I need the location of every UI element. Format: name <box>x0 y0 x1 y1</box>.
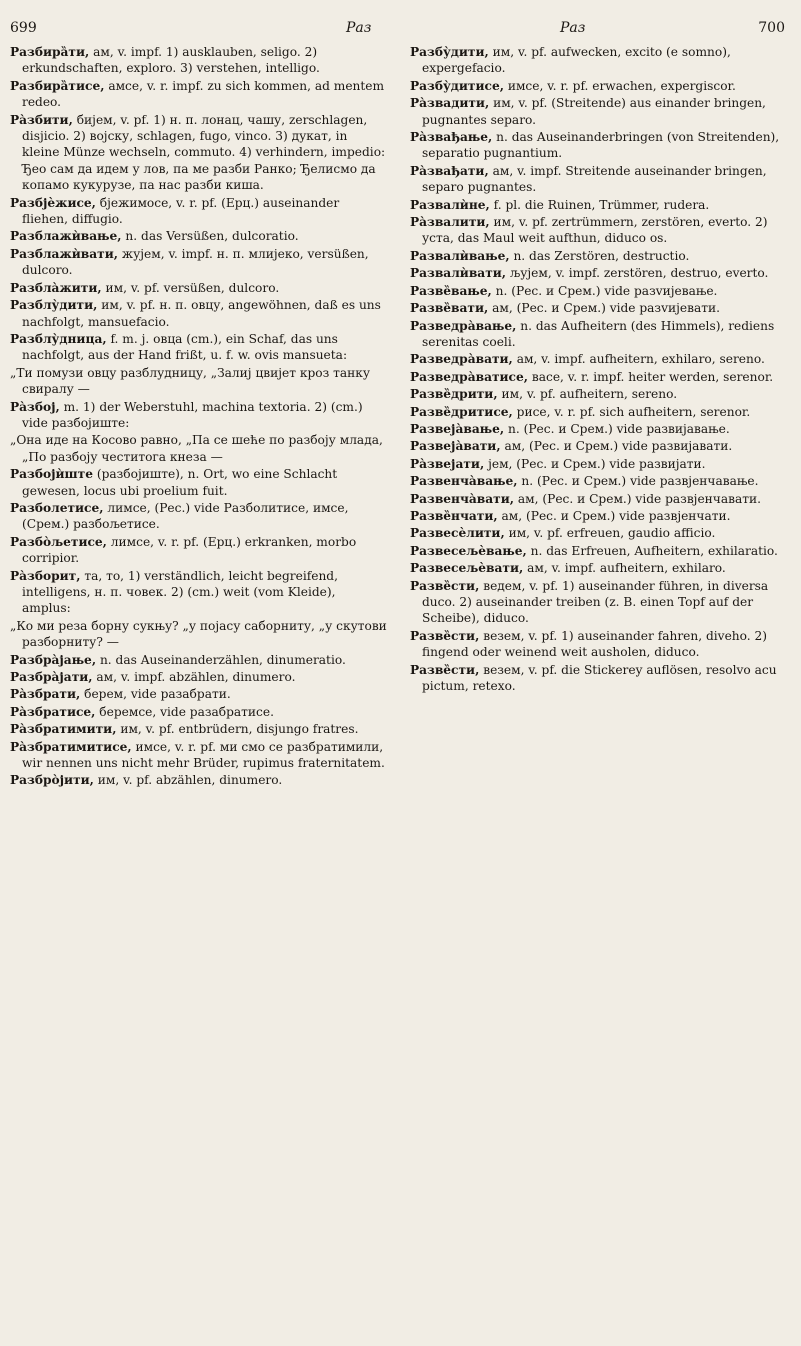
entry-definition: љујем, v. impf. zerstören, destruo, everto. <box>509 266 769 281</box>
right-page-number: 700 <box>758 20 785 36</box>
entry-definition: m. 1) der Weberstuhl, machina textoria. 2) (cm.) vide разбојиште: <box>22 399 363 430</box>
entry-headword: Ра̀збратимитисе, <box>10 739 132 754</box>
dictionary-entry <box>410 421 790 437</box>
entry-headword: Развенча̀вање, <box>410 474 518 489</box>
entry-headword: Ра̀зборит, <box>10 568 81 583</box>
entry-headword: Разблажѝвати, <box>10 246 119 261</box>
dictionary-entry <box>10 704 388 720</box>
entry-headword: Разбира̏ти, <box>10 45 90 59</box>
dictionary-entry <box>410 163 790 196</box>
entry-headword: Развесѐлити, <box>410 526 505 541</box>
entry-definition: „Она иде на Косово равно, „Па се шеће по разбоју млада, „По разбоју честитога кнеза — <box>10 433 383 464</box>
entry-definition: ам, v. impf. aufheitern, exhilaro, sereno. <box>516 352 765 367</box>
dictionary-entry <box>410 662 790 695</box>
dictionary-entry <box>410 578 790 627</box>
entry-definition: жујем, v. impf. н. п. млијеко, versüßen, dulcoro. <box>22 246 369 278</box>
entry-headword: Разбла̀жити, <box>10 280 102 295</box>
entry-headword: Разболетисе, <box>10 500 104 515</box>
entry-headword: Разве̏вање, <box>410 283 492 298</box>
entry-definition: лимсе, (Рес.) vide Разболитисе, имсе, (Срем.) разбољетисе. <box>22 500 349 532</box>
dictionary-entry <box>410 491 790 507</box>
entry-headword: Развеја̀вање, <box>410 421 505 436</box>
dictionary-entry <box>410 283 790 299</box>
entry-headword: Развалѝвање, <box>410 248 510 263</box>
left-page-number: 699 <box>10 20 37 36</box>
dictionary-entry <box>410 456 790 472</box>
entry-definition: им, v. pf. aufheitern, sereno. <box>501 387 678 402</box>
entry-definition: бијем, v. pf. 1) н. п. лонац, чашу, zerschlagen, disjicio. 2) војску, schlagen, fugo, vinco. 3) дукат, in kleine Münze wechseln, commuto. 4) verhindern, impedio: Ђео сам да идем у лов, па ме разби Ранко; Ђелисмо да копамо кукурузе, па нас разби киша. <box>22 112 386 193</box>
dictionary-entry <box>410 386 790 402</box>
dictionary-entry <box>410 628 790 661</box>
entry-definition: беремсе, vide разабратисе. <box>99 704 274 719</box>
dictionary-entry <box>10 652 388 668</box>
entry-definition: n. das Erfreuen, Aufheitern, exhilaratio. <box>530 543 778 558</box>
entry-headword: Ра̀звађање, <box>410 130 493 145</box>
entry-definition: им, v. pf. (Streitende) aus einander bringen, pugnantes separo. <box>422 96 766 127</box>
dictionary-entry <box>410 369 790 385</box>
dictionary-entry <box>410 560 790 576</box>
dictionary-entry <box>10 772 388 788</box>
dictionary-entry <box>410 525 790 541</box>
entry-headword: Разбира̏тисе, <box>10 78 105 93</box>
entry-headword: Разве̏вати, <box>410 301 489 316</box>
dictionary-entry <box>10 432 388 465</box>
dictionary-entry <box>410 508 790 524</box>
entry-headword: Разбро̀јити, <box>10 773 94 788</box>
entry-definition: им, v. pf. н. п. овцу, angewöhnen, daß es uns nachfolgt, mansuefacio. <box>22 298 381 329</box>
dictionary-entry <box>10 78 388 111</box>
left-running-head: Раз <box>346 20 372 36</box>
entry-definition: јем, (Рес. и Срем.) vide развијати. <box>488 456 706 471</box>
entry-headword: Разблажѝвање, <box>10 229 122 244</box>
entry-headword: Разбра̀јање, <box>10 652 97 667</box>
entry-definition: n. das Versüßen, dulcoratio. <box>125 229 299 244</box>
entry-definition: имсе, v. r. pf. erwachen, expergiscor. <box>507 78 736 93</box>
entry-headword: Ра̀звађати, <box>410 163 489 178</box>
entry-headword: Развеја̀вати, <box>410 439 501 454</box>
entry-definition: везем, v. pf. die Stickerey auflösen, resolvo acu pictum, retexo. <box>422 662 777 694</box>
entry-headword: Ра̀звалити, <box>410 215 490 230</box>
dictionary-entry <box>10 568 388 617</box>
entry-definition: n. (Рес. и Срем.) vide развјенчавање. <box>521 474 759 489</box>
entry-definition: ам, (Рес. и Срем.) vide развјенчавати. <box>517 491 761 506</box>
entry-definition: ам, (Рес. и Срем.) vide разvијевати. <box>492 301 720 316</box>
dictionary-entry <box>10 686 388 702</box>
entry-headword: Разбу̀дити, <box>410 45 489 59</box>
dictionary-entry <box>410 129 790 162</box>
dictionary-entry <box>410 95 790 128</box>
entry-headword: Развалѝне, <box>410 197 490 212</box>
dictionary-entry <box>10 365 388 398</box>
entry-headword: Ра̀збратимити, <box>10 722 117 737</box>
dictionary-entry <box>10 331 388 364</box>
entry-headword: Разведра̀ватисе, <box>410 369 528 384</box>
right-column <box>410 44 790 695</box>
dictionary-entry <box>410 318 790 351</box>
entry-definition: бјежимосе, v. r. pf. (Ерц.) auseinander fliehen, diffugio. <box>22 195 340 227</box>
entry-headword: Развесељѐвати, <box>410 561 524 576</box>
dictionary-entry <box>410 473 790 489</box>
entry-definition: лимсе, v. r. pf. (Ерц.) erkranken, morbo corripior. <box>22 534 357 566</box>
entry-headword: Разблу̀дити, <box>10 298 98 313</box>
entry-definition: ам, v. impf. Streitende auseinander bringen, separo pugnantes. <box>422 163 767 195</box>
entry-definition: f. pl. die Ruinen, Trümmer, rudera. <box>493 197 710 212</box>
dictionary-entry <box>410 404 790 420</box>
entry-definition: n. das Auseinanderbringen (von Streitenden), separatio pugnantium. <box>422 130 780 161</box>
dictionary-entry <box>10 739 388 772</box>
entry-definition: n. das Aufheitern (des Himmels), rediens serenitas coeli. <box>422 318 775 349</box>
entry-headword: Разве̏сти, <box>410 662 480 677</box>
entry-definition: им, v. pf. erfreuen, gaudio afficio. <box>508 526 716 541</box>
entry-headword: Разбјѐжисе, <box>10 195 96 210</box>
dictionary-entry <box>410 351 790 367</box>
dictionary-entry <box>10 534 388 567</box>
dictionary-entry <box>410 214 790 247</box>
entry-headword: Развенча̀вати, <box>410 491 514 506</box>
entry-headword: Разведра̀вати, <box>410 352 513 367</box>
entry-headword: Разбо̀љетисе, <box>10 534 107 549</box>
dictionary-entry <box>10 112 388 194</box>
dictionary-entry <box>10 246 388 279</box>
dictionary-entry <box>410 543 790 559</box>
entry-definition: ам, (Рес. и Срем.) vide развјенчати. <box>501 508 731 523</box>
entry-definition: n. (Рес. и Срем.) vide разvијевање. <box>495 283 718 298</box>
entry-headword: Ра̀збрати, <box>10 687 81 702</box>
entry-headword: Разве̏нчати, <box>410 508 498 523</box>
entry-definition: ам, v. impf. abzählen, dinumero. <box>96 670 296 685</box>
entry-headword: Разблу̀дница, <box>10 331 107 346</box>
dictionary-entry <box>410 248 790 264</box>
entry-headword: Ра̀звадити, <box>410 96 490 111</box>
dictionary-entry <box>10 228 388 244</box>
entry-definition: ам, (Рес. и Срем.) vide развијавати. <box>504 439 733 454</box>
entry-definition: „Ко ми реза борну сукњу? „у појасу саборниту, „у скутови разборниту? — <box>10 618 387 650</box>
entry-headword: Развалѝвати, <box>410 266 507 281</box>
entry-definition: им, v. pf. versüßen, dulcoro. <box>105 280 280 295</box>
entry-headword: Развесељѐвање, <box>410 543 527 558</box>
entry-definition: им, v. pf. abzählen, dinumero. <box>97 773 283 788</box>
entry-definition: имсе, v. r. pf. ми смо се разбратимили, wir nennen uns nicht mehr Brüder, rupimus fraternitatem. <box>22 739 385 771</box>
entry-headword: Ра̀збити, <box>10 112 73 127</box>
dictionary-entry <box>10 721 388 737</box>
entry-definition: им, v. pf. aufwecken, excito (e somno), expergefacio. <box>422 45 731 76</box>
entry-definition: амсе, v. r. impf. zu sich kommen, ad mentem redeo. <box>22 78 385 110</box>
entry-definition: ведем, v. pf. 1) auseinander führen, in diversa duco. 2) auseinander treiben (z. B. einen Topf auf der Scheibe), diduco. <box>422 578 769 626</box>
dictionary-entry <box>10 44 388 77</box>
entry-definition: везем, v. pf. 1) auseinander fahren, diveho. 2) fingend oder weinend weit ausholen, diduco. <box>422 628 768 660</box>
dictionary-entry <box>410 300 790 316</box>
entry-headword: Разве̏дритисе, <box>410 404 513 419</box>
dictionary-entry <box>10 500 388 533</box>
entry-headword: Разве̏сти, <box>410 628 480 643</box>
entry-headword: Разбу̀дитисе, <box>410 78 504 93</box>
dictionary-entry <box>10 618 388 651</box>
entry-headword: Разве̏дрити, <box>410 387 498 402</box>
entry-definition: рисе, v. r. pf. sich aufheitern, serenor. <box>516 404 751 419</box>
entry-definition: n. das Zerstören, destructio. <box>513 248 690 263</box>
entry-definition: берем, vide разабрати. <box>84 687 231 702</box>
dictionary-entry <box>10 195 388 228</box>
dictionary-entry <box>10 280 388 296</box>
entry-definition: васе, v. r. impf. heiter werden, serenor. <box>531 369 774 384</box>
right-running-head: Раз <box>560 20 586 36</box>
dictionary-entry <box>10 669 388 685</box>
entry-definition: им, v. pf. zertrümmern, zerstören, everto. 2) уста, das Maul weit aufthun, diduco os. <box>422 215 768 246</box>
dictionary-entry <box>10 297 388 330</box>
dictionary-entry <box>10 466 388 499</box>
entry-headword: Разведра̀вање, <box>410 318 517 333</box>
dictionary-entry <box>410 44 790 77</box>
entry-definition: (разбојиште), n. Ort, wo eine Schlacht gewesen, locus ubi proelium fuit. <box>22 467 338 498</box>
dictionary-entry <box>410 438 790 454</box>
entry-definition: ам, v. impf. aufheitern, exhilaro. <box>527 561 726 576</box>
entry-definition: n. das Auseinanderzählen, dinumeratio. <box>99 652 346 667</box>
entry-definition: ам, v. impf. 1) ausklauben, seligo. 2) erkundschaften, exploro. 3) verstehen, intelligo. <box>22 45 320 76</box>
dictionary-entry <box>410 78 790 94</box>
dictionary-entry <box>410 265 790 281</box>
dictionary-entry <box>410 197 790 213</box>
entry-definition: n. (Рес. и Срем.) vide развијавање. <box>507 421 730 436</box>
entry-headword: Ра̀збратисе, <box>10 704 96 719</box>
entry-headword: Разбра̀јати, <box>10 670 93 685</box>
entry-definition: f. m. j. овца (cm.), ein Schaf, das uns nachfolgt, aus der Hand frißt, u. f. w. ovis mansueta: <box>22 331 348 363</box>
entry-headword: Ра̀збој, <box>10 399 60 414</box>
entry-definition: „Ти помузи овцу разблудницу, „Залиј цвијет кроз танку свиралу — <box>10 365 371 397</box>
entry-definition: та, то, 1) verständlich, leicht begreifend, intelligens, н. п. човек. 2) (cm.) weit (vom Kleide), amplus: <box>22 568 338 616</box>
entry-headword: Разве̏сти, <box>410 578 480 593</box>
entry-definition: им, v. pf. entbrüdern, disjungo fratres. <box>120 722 359 737</box>
left-column <box>10 44 388 790</box>
entry-headword: Разбојѝште <box>10 467 93 482</box>
entry-headword: Ра̀звејати, <box>410 456 485 471</box>
dictionary-entry <box>10 399 388 432</box>
